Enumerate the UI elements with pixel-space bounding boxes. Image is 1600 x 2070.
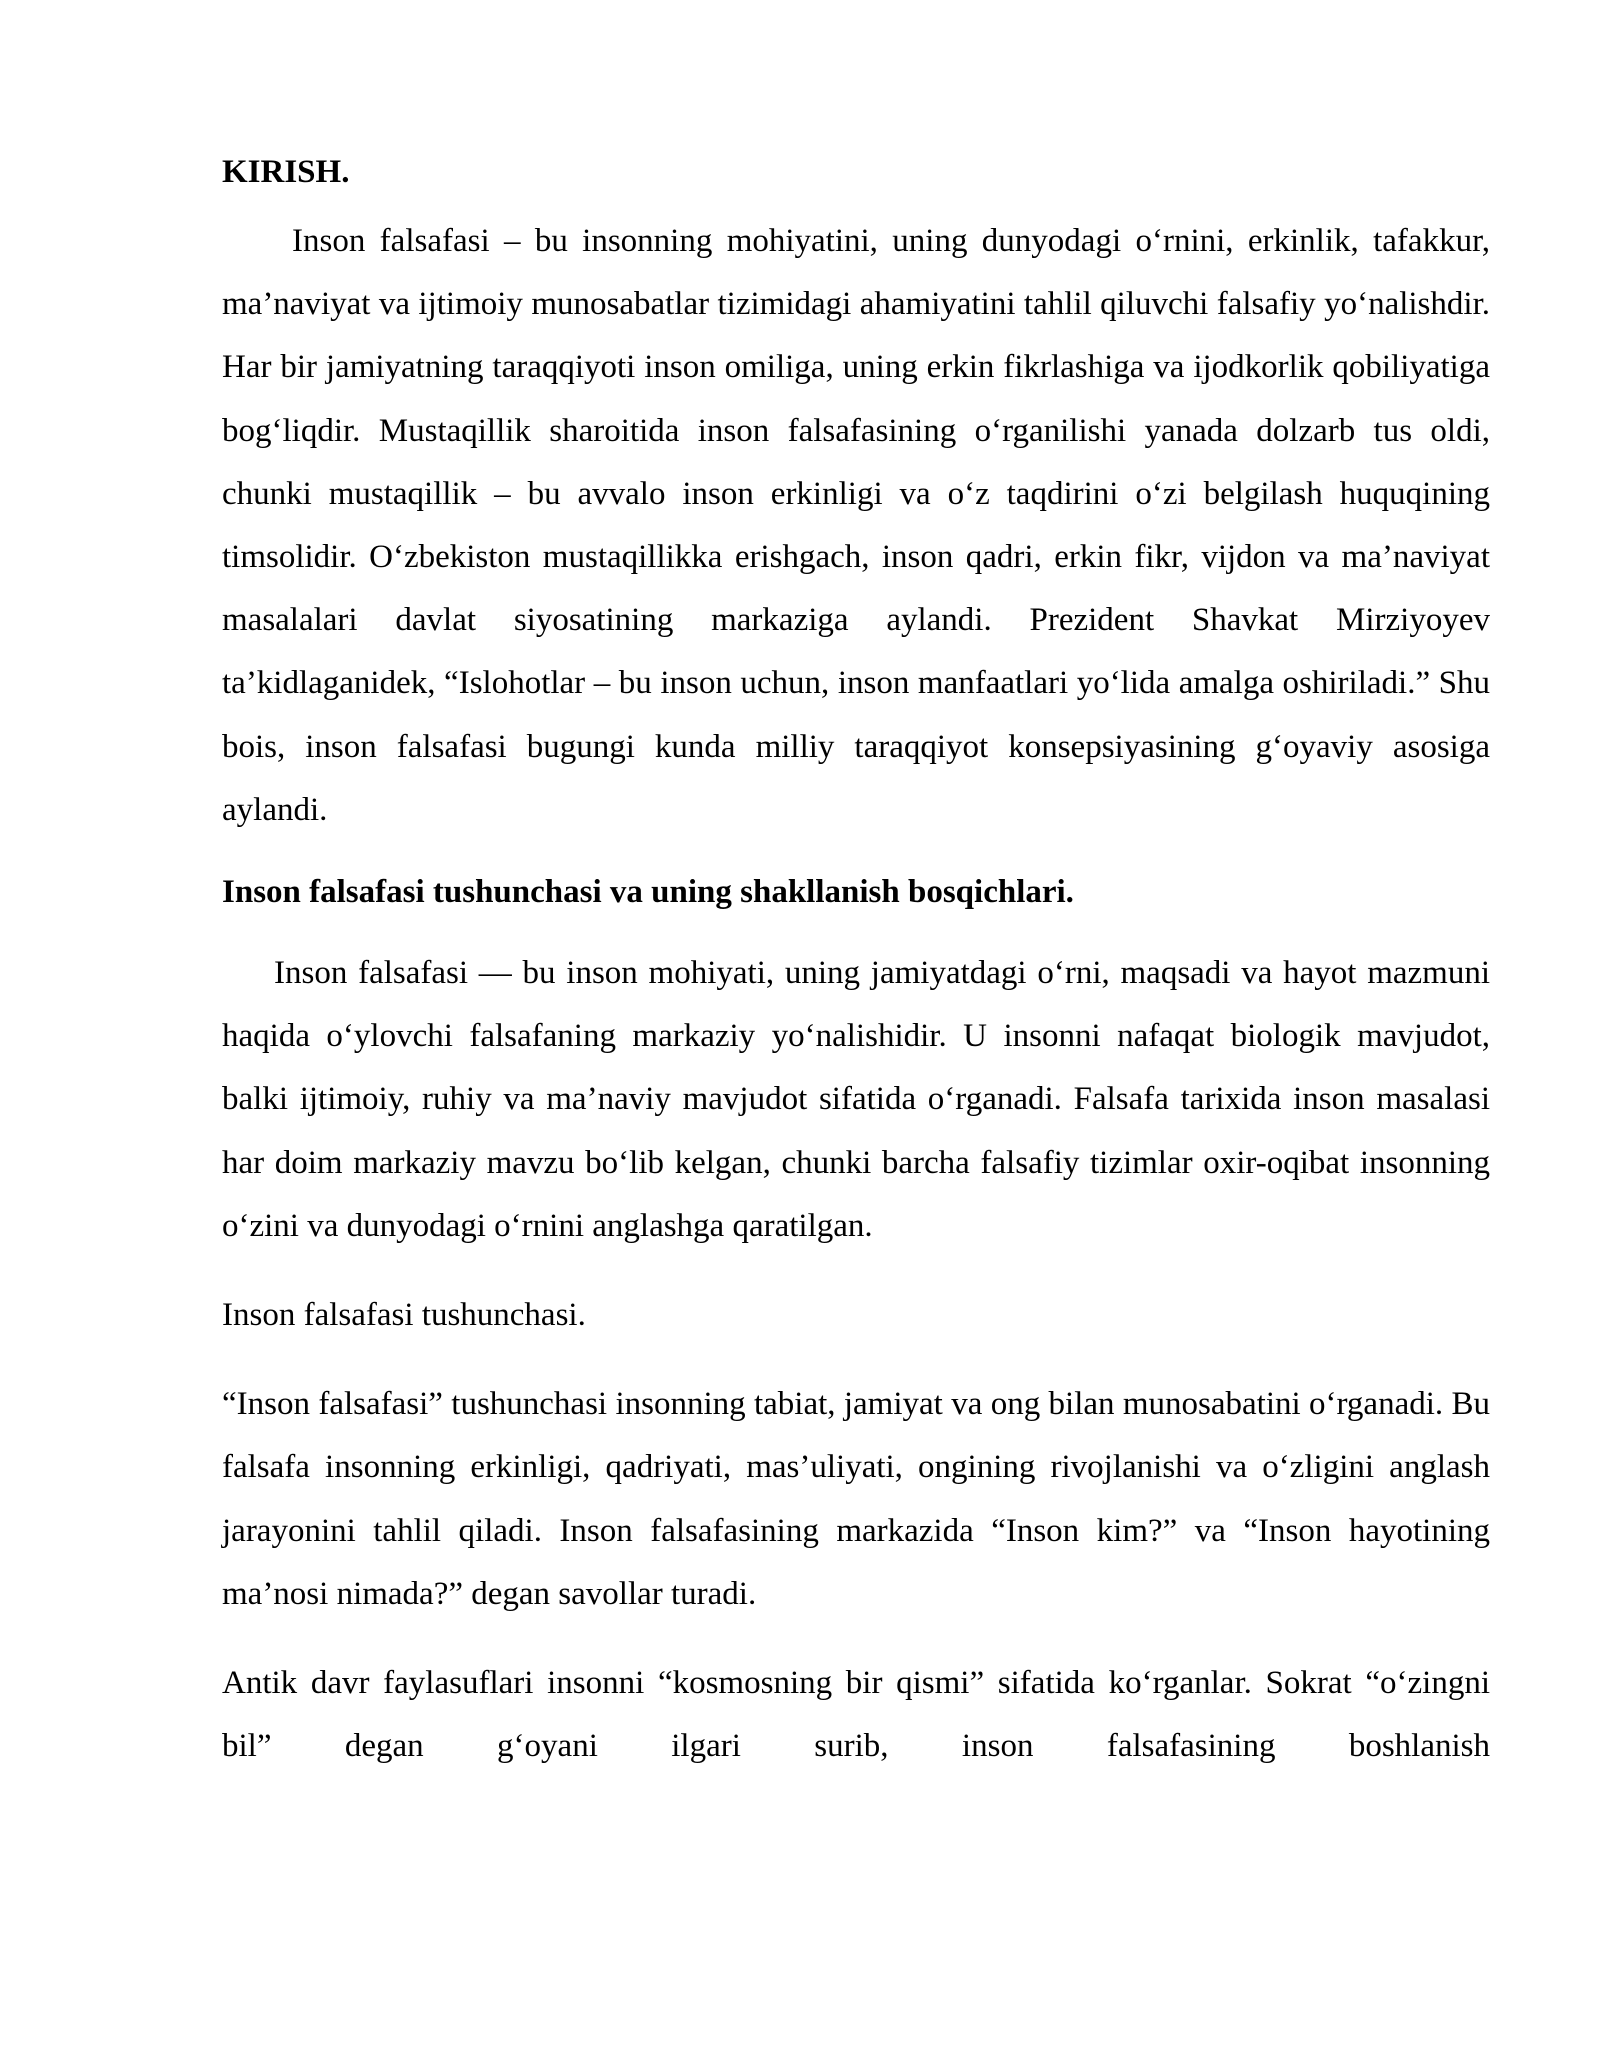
concept-paragraph: “Inson falsafasi” tushunchasi insonning tabiat, jamiyat va ong bilan munosabatini o‘rganadi. Bu falsafa insonning erkinligi, qadriyati, mas’uliyati, ongining rivojlanishi va o‘zligini anglash jarayonini tahlil qiladi. Inson falsafasining markazida “Inson kim?” va “Inson hayotining ma’nosi nimada?” degan savollar turadi. <box>222 1386 1490 1612</box>
section-paragraph: Inson falsafasi — bu inson mohiyati, uning jamiyatdagi o‘rni, maqsadi va hayot mazmuni haqida o‘ylovchi falsafaning markaziy yo‘nalishidir. U insonni nafaqat biologik mavjudot, balki ijtimoiy, ruhiy va ma’naviy mavjudot sifatida o‘rganadi. Falsafa tarixida inson masalasi har doim markaziy mavzu bo‘lib kelgan, chunki barcha falsafiy tizimlar oxir-oqibat insonning o‘zini va dunyodagi o‘rnini anglashga qaratilgan. <box>222 955 1490 1244</box>
intro-title: KIRISH. <box>222 154 350 190</box>
document-page <box>222 148 1490 1778</box>
intro-paragraph: Inson falsafasi – bu insonning mohiyatini, uning dunyodagi o‘rnini, erkinlik, tafakkur, ma’naviyat va ijtimoiy munosabatlar tizimidagi ahamiyatini tahlil qiluvchi falsafiy yo‘nalishdir. Har bir jamiyatning taraqqiyoti inson omiliga, uning erkin fikrlashiga va ijodkorlik qobiliyatiga bog‘liqdir. Mustaqillik sharoitida inson falsafasining o‘rganilishi yanada dolzarb tus oldi, chunki mustaqillik – bu avvalo inson erkinligi va o‘z taqdirini o‘zi belgilash huquqining timsolidir. O‘zbekiston mustaqillikka erishgach, inson qadri, erkin fikr, vijdon va ma’naviyat masalalari davlat siyosatining markaziga aylandi. Prezident Shavkat Mirziyoyev ta’kidlaganidek, “Islohotlar – bu inson uchun, inson manfaatlari yo‘lida amalga oshiriladi.” Shu bois, inson falsafasi bugungi kunda milliy taraqqiyot konsepsiyasining g‘oyaviy asosiga aylandi. <box>222 223 1490 828</box>
section-heading: Inson falsafasi tushunchasi va uning shakllanish bosqichlari. <box>222 874 1074 911</box>
concept-label: Inson falsafasi tushunchasi. <box>222 1297 586 1334</box>
antiquity-paragraph: Antik davr faylasuflari insonni “kosmosning bir qismi” sifatida ko‘rganlar. Sokrat “o‘zingni bil” degan g‘oyani ilgari surib, inson falsafasining boshlanish <box>222 1665 1490 1765</box>
